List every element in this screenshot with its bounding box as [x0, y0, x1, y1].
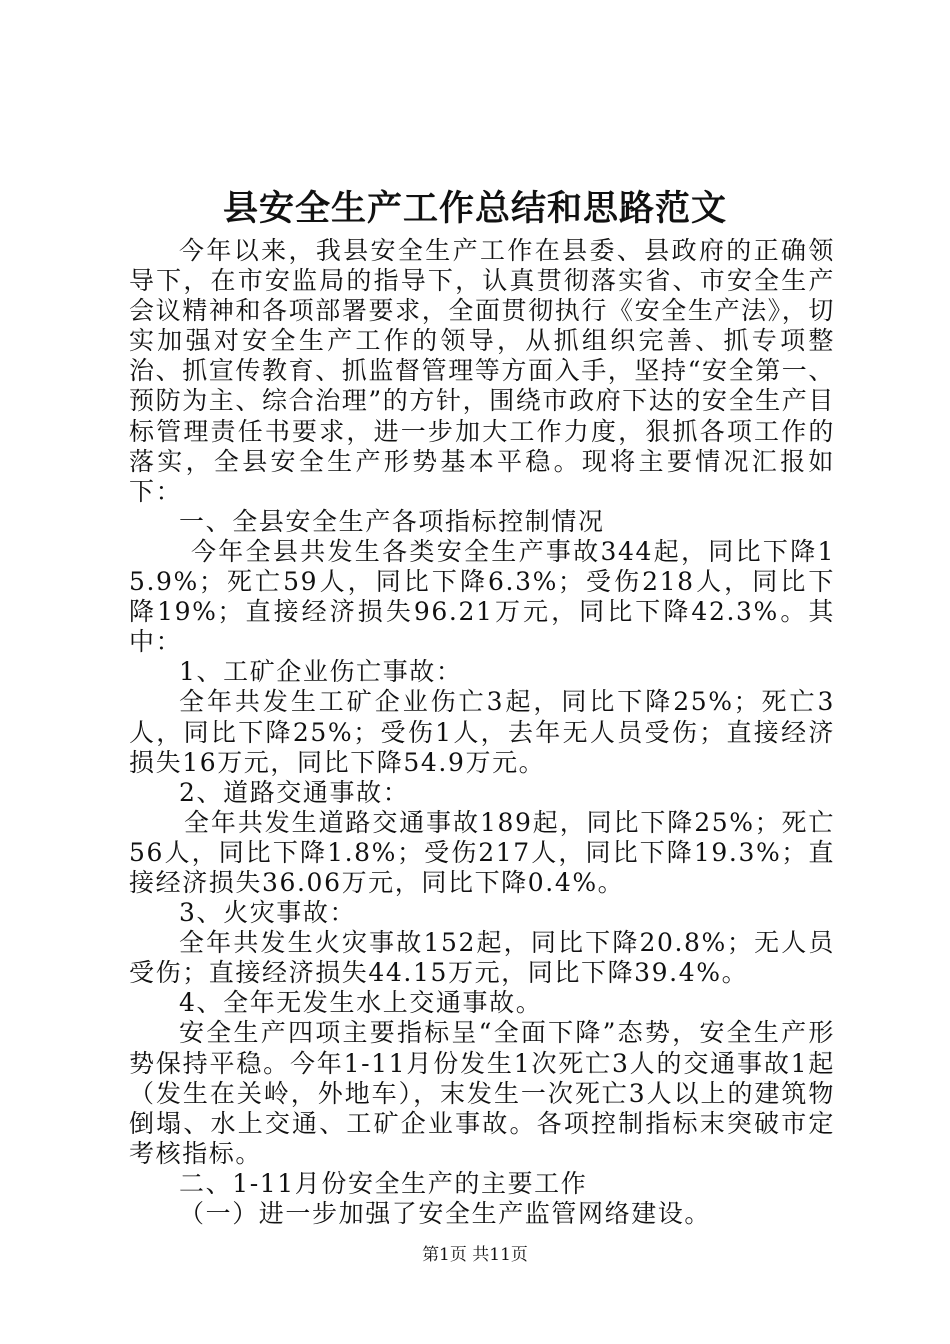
subheading-industrial-accidents: 1、工矿企业伤亡事故： — [179, 657, 463, 687]
paragraph-road-traffic: 全年共发生道路交通事故189起，同比下降25%；死亡56人，同比下降1.8%；受伤217人，同比下降19.3%；直接经济损失36.06万元，同比下降0.4%。 — [129, 807, 835, 897]
paragraph-intro: 今年以来，我县安全生产工作在县委、县政府的正确领导下，在市安监局的指导下，认真贯彻落实省、市安全生产会议精神和各项部署要求，全面贯彻执行《安全生产法》，切实加强对安全生产工作的领导，从抓组织完善、抓专项整治、抓宣传教育、抓监督管理等方面入手，坚持“安全第一、预防为主、综合治理”的方针，围绕市政府下达的安全生产目标管理责任书要求，进一步加大工作力度，狠抓各项工作的落实，全县安全生产形势基本平稳。现将主要情况汇报如下： — [129, 236, 835, 506]
paragraph-summary-stats: 今年全县共发生各类安全生产事故344起，同比下降15.9%；死亡59人，同比下降6.3%；受伤218人，同比下降19%；直接经济损失96.21万元，同比下降42.3%。其中： — [129, 536, 835, 657]
subheading-fire: 3、火灾事故： — [179, 898, 357, 928]
document-title: 县安全生产工作总结和思路范文 — [222, 188, 727, 229]
document-body — [129, 236, 835, 1229]
section-heading-1: 一、全县安全生产各项指标控制情况 — [179, 506, 605, 536]
page-number-footer: 第1页 共11页 — [422, 1245, 528, 1265]
section-heading-2: 二、1-11月份安全生产的主要工作 — [179, 1168, 588, 1198]
subheading-road-traffic: 2、道路交通事故： — [179, 777, 410, 807]
subsection-heading-1: （一）进一步加强了安全生产监管网络建设。 — [179, 1199, 712, 1228]
paragraph-fire: 全年共发生火灾事故152起，同比下降20.8%；无人员受伤；直接经济损失44.15万元，同比下降39.4%。 — [129, 928, 835, 988]
paragraph-industrial-accidents: 全年共发生工矿企业伤亡3起，同比下降25%；死亡3人，同比下降25%；受伤1人，去年无人员受伤；直接经济损失16万元，同比下降54.9万元。 — [129, 687, 835, 777]
paragraph-overall-trend: 安全生产四项主要指标呈“全面下降”态势，安全生产形势保持平稳。今年1-11月份发生1次死亡3人的交通事故1起（发生在关岭，外地车），末发生一次死亡3人以上的建筑物倒塌、水上交通、工矿企业事故。各项控制指标末突破市定考核指标。 — [129, 1018, 835, 1168]
subheading-water-traffic: 4、全年无发生水上交通事故。 — [179, 988, 543, 1018]
